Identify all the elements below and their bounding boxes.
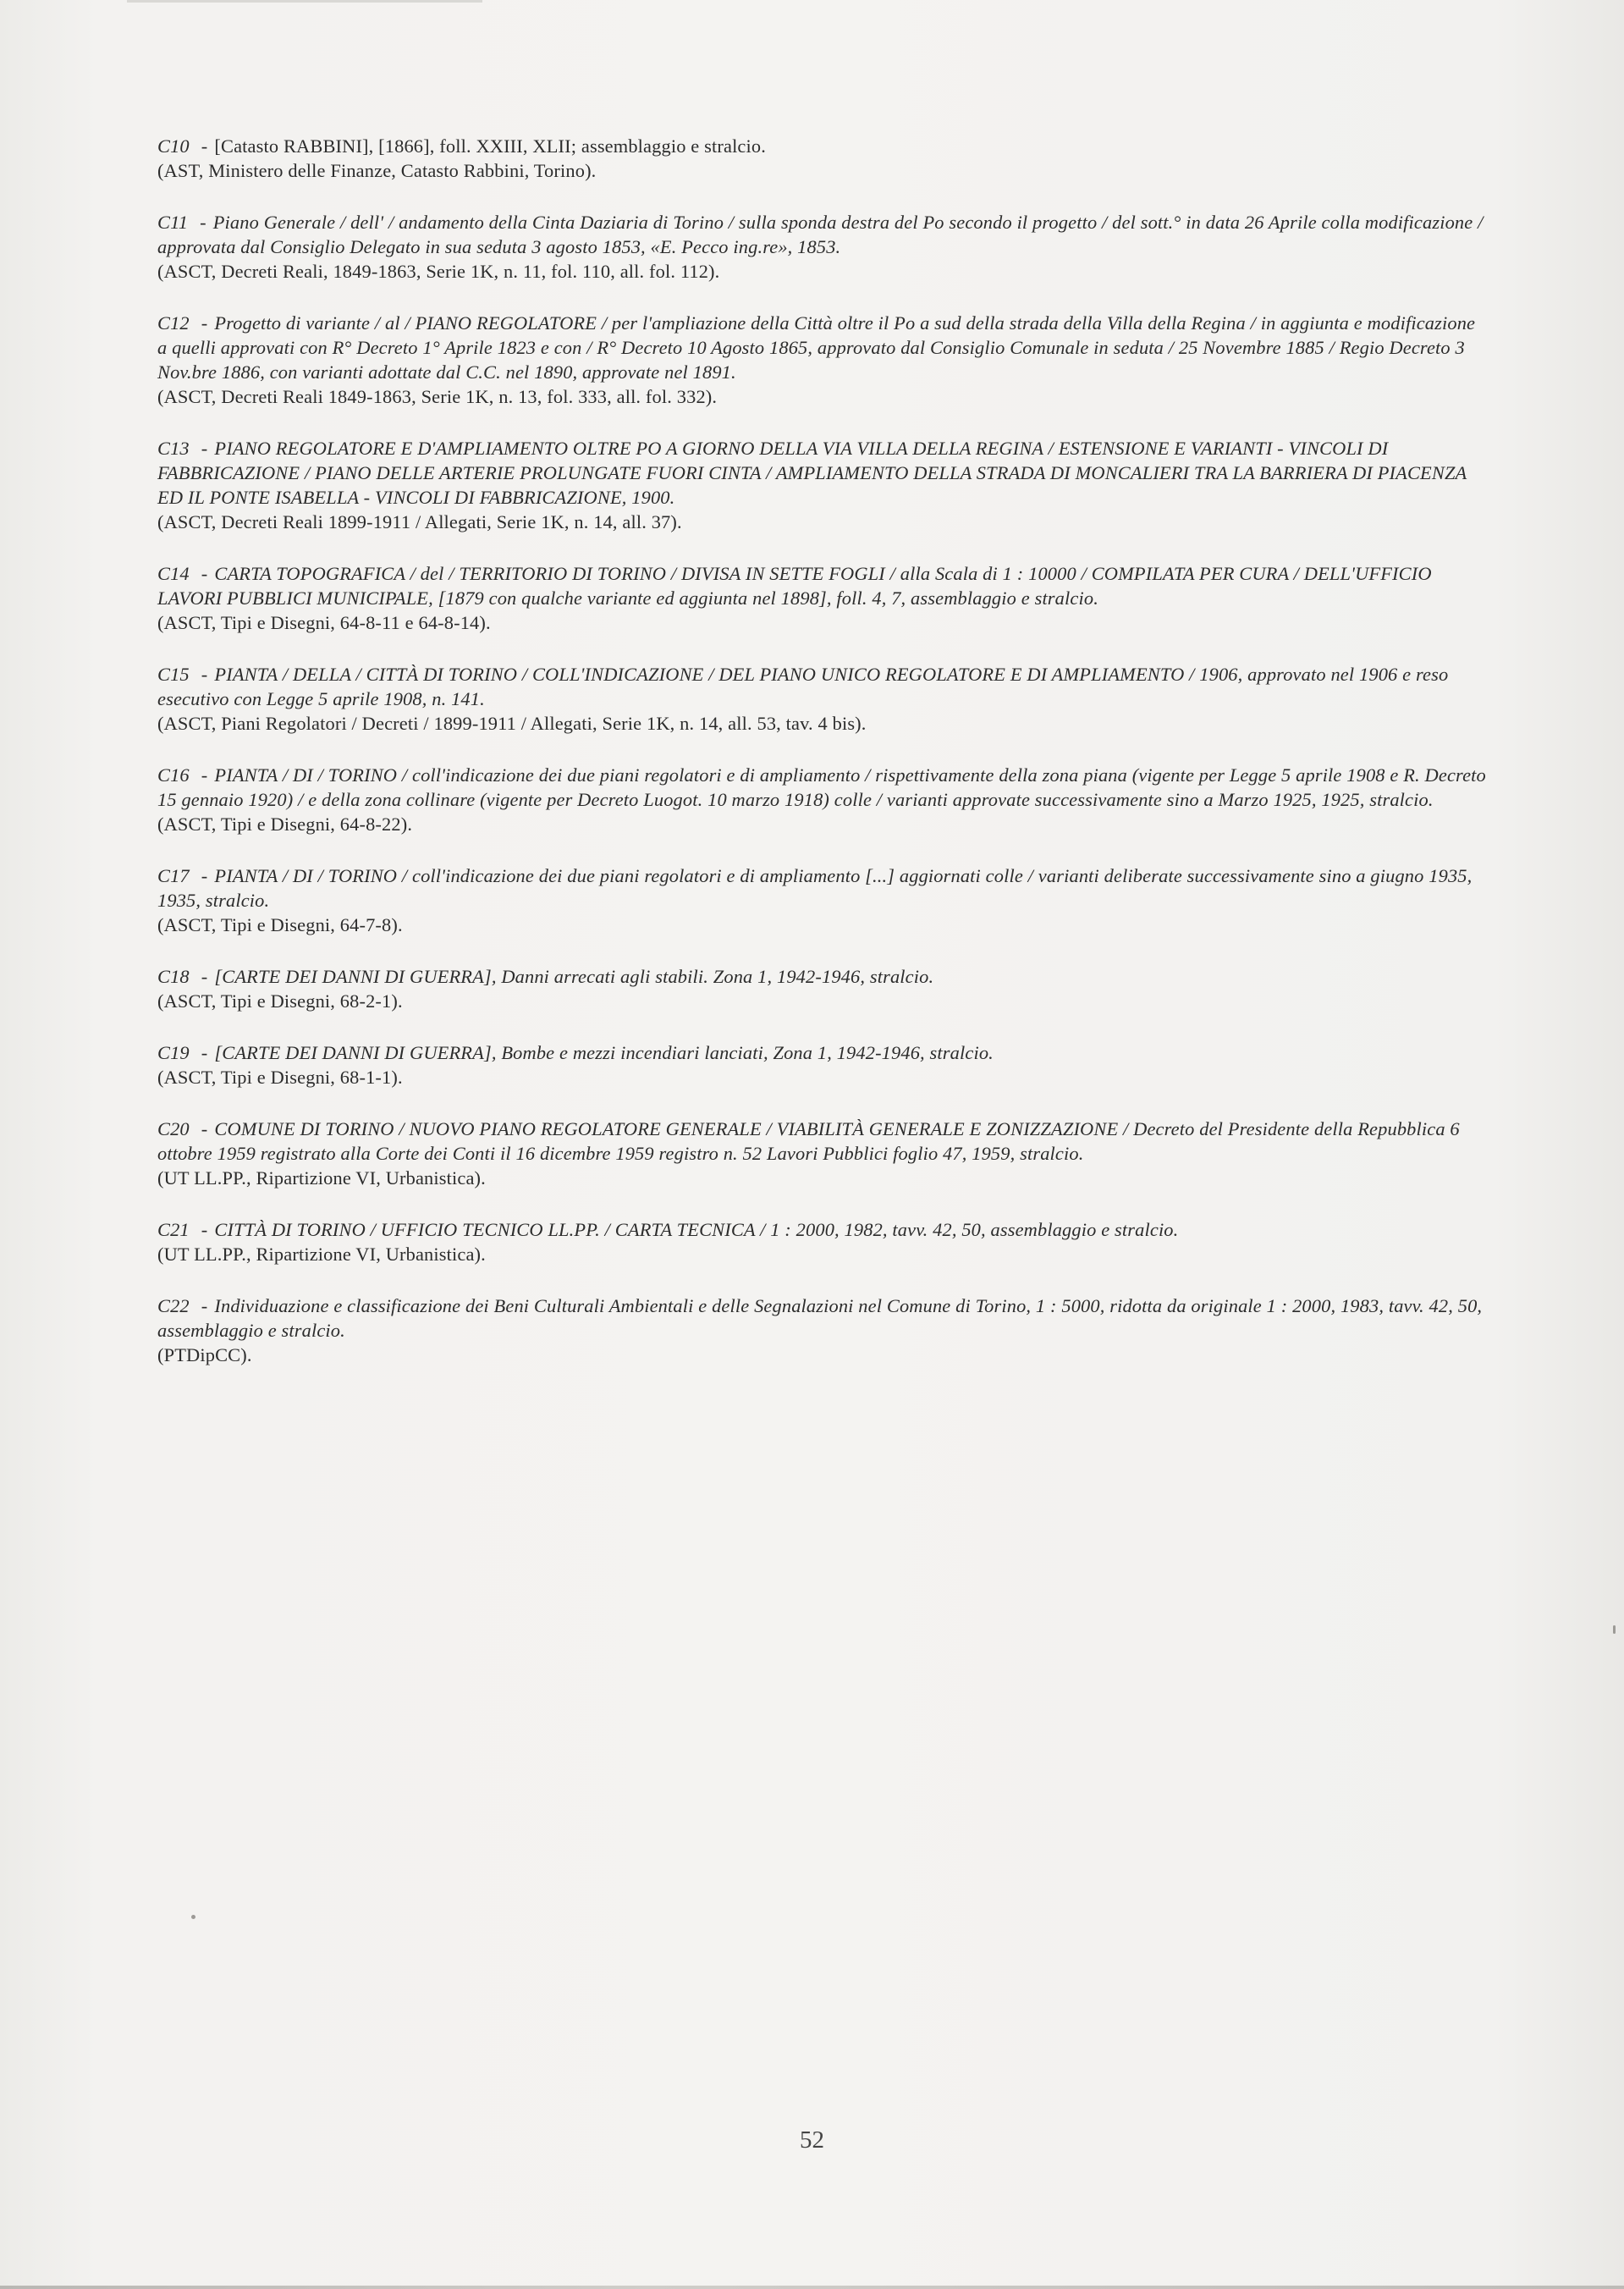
entry-title: Individuazione e classificazione dei Beni Culturali Ambientali e delle Segnalazioni nel Comune di Torino, 1 : 5000, ridotta da originale 1 : 2000, 1983, tavv. 42, 50, assemblaggio e stralcio. <box>157 1295 1483 1341</box>
entry-code: C19 <box>157 1042 190 1063</box>
entry-c22: C22 - Individuazione e classificazione dei Beni Culturali Ambientali e delle Segnalazioni nel Comune di Torino, 1 : 5000, ridotta da originale 1 : 2000, 1983, tavv. 42, 50, assemblaggio e stralcio. (PTDipCC). <box>157 1293 1486 1367</box>
entry-source: (ASCT, Tipi e Disegni, 68-1-1). <box>157 1067 403 1088</box>
entry-title: PIANO REGOLATORE E D'AMPLIAMENTO OLTRE PO A GIORNO DELLA VIA VILLA DELLA REGINA / ESTENSIONE E VARIANTI - VINCOLI DI FABBRICAZIONE / PIANO DELLE ARTERIE PROLUNGATE FUORI CINTA / AMPLIAMENTO DELLA STRADA DI MONCALIERI TRA LA BARRIERA DI PIACENZA ED IL PONTE ISABELLA - VINCOLI DI FABBRICAZIONE, 1900. <box>157 438 1467 508</box>
bibliography-list <box>157 134 1486 1394</box>
entry-source: (ASCT, Decreti Reali 1849-1863, Serie 1K, n. 13, fol. 333, all. fol. 332). <box>157 386 718 407</box>
entry-source: (ASCT, Tipi e Disegni, 64-7-8). <box>157 914 403 935</box>
entry-title: COMUNE DI TORINO / NUOVO PIANO REGOLATORE GENERALE / VIABILITÀ GENERALE E ZONIZZAZIONE / Decreto del Presidente della Repubblica 6 ottobre 1959 registrato alla Corte dei Conti il 16 dicembre 1959 registro n. 52 Lavori Pubblici foglio 47, 1959, stralcio. <box>157 1118 1460 1164</box>
entry-code: C20 <box>157 1118 190 1139</box>
entry-c12: C12 - Progetto di variante / al / PIANO REGOLATORE / per l'ampliazione della Città oltre il Po a sud della strada della Villa della Regina / in aggiunta e modificazione a quelli approvati con R° Decreto 1° Aprile 1823 e con / R° Decreto 10 Agosto 1865, approvato dal Consiglio Comunale in seduta / 25 Novembre 1885 / Regio Decreto 3 Nov.bre 1886, con varianti adottate dal C.C. nel 1890, approvate nel 1891. (ASCT, Decreti Reali 1849-1863, Serie 1K, n. 13, fol. 333, all. fol. 332). <box>157 311 1486 409</box>
entry-code: C17 <box>157 865 190 886</box>
scan-bottom-edge <box>0 2286 1624 2289</box>
entry-source: (ASCT, Decreti Reali, 1849-1863, Serie 1K, n. 11, fol. 110, all. fol. 112). <box>157 261 720 282</box>
entry-title: [CARTE DEI DANNI DI GUERRA], Bombe e mezzi incendiari lanciati, Zona 1, 1942-1946, stralcio. <box>214 1042 994 1063</box>
entry-title: [Catasto RABBINI], [1866], foll. XXIII, XLII; assemblaggio e stralcio. <box>214 135 766 157</box>
entry-code: C11 <box>157 212 189 233</box>
page-number: 52 <box>800 2126 824 2154</box>
entry-c18: C18 - [CARTE DEI DANNI DI GUERRA], Danni arrecati agli stabili. Zona 1, 1942-1946, stralcio. (ASCT, Tipi e Disegni, 68-2-1). <box>157 964 1486 1013</box>
entry-c19: C19 - [CARTE DEI DANNI DI GUERRA], Bombe e mezzi incendiari lanciati, Zona 1, 1942-1946, stralcio. (ASCT, Tipi e Disegni, 68-1-1). <box>157 1040 1486 1089</box>
entry-c13: C13 - PIANO REGOLATORE E D'AMPLIAMENTO OLTRE PO A GIORNO DELLA VIA VILLA DELLA REGINA / ESTENSIONE E VARIANTI - VINCOLI DI FABBRICAZIONE / PIANO DELLE ARTERIE PROLUNGATE FUORI CINTA / AMPLIAMENTO DELLA STRADA DI MONCALIERI TRA LA BARRIERA DI PIACENZA ED IL PONTE ISABELLA - VINCOLI DI FABBRICAZIONE, 1900. (ASCT, Decreti Reali 1899-1911 / Allegati, Serie 1K, n. 14, all. 37). <box>157 436 1486 534</box>
entry-title: PIANTA / DI / TORINO / coll'indicazione dei due piani regolatori e di ampliamento [...] aggiornati colle / varianti deliberate successivamente sino a giugno 1935, 1935, stralcio. <box>157 865 1473 911</box>
entry-title: [CARTE DEI DANNI DI GUERRA], Danni arrecati agli stabili. Zona 1, 1942-1946, stralcio. <box>214 966 934 987</box>
entry-title: PIANTA / DI / TORINO / coll'indicazione dei due piani regolatori e di ampliamento / rispettivamente della zona piana (vigente per Legge 5 aprile 1908 e R. Decreto 15 gennaio 1920) / e della zona collinare (vigente per Decreto Luogot. 10 marzo 1918) colle / varianti approvate successivamente sino a Marzo 1925, 1925, stralcio. <box>157 764 1486 810</box>
entry-code: C13 <box>157 438 190 459</box>
entry-source: (UT LL.PP., Ripartizione VI, Urbanistica). <box>157 1167 486 1189</box>
scan-speck <box>191 1915 195 1919</box>
entry-code: C16 <box>157 764 190 786</box>
entry-title: CITTÀ DI TORINO / UFFICIO TECNICO LL.PP. / CARTA TECNICA / 1 : 2000, 1982, tavv. 42, 50, assemblaggio e stralcio. <box>214 1219 1179 1240</box>
entry-title: Piano Generale / dell' / andamento della Cinta Daziaria di Torino / sulla sponda destra del Po secondo il progetto / del sott.° in data 26 Aprile colla modificazione / approvata dal Consiglio Delegato in sua seduta 3 agosto 1853, «E. Pecco ing.re», 1853. <box>157 212 1484 257</box>
entry-source: (ASCT, Tipi e Disegni, 68-2-1). <box>157 990 403 1012</box>
entry-c16: C16 - PIANTA / DI / TORINO / coll'indicazione dei due piani regolatori e di ampliamento / rispettivamente della zona piana (vigente per Legge 5 aprile 1908 e R. Decreto 15 gennaio 1920) / e della zona collinare (vigente per Decreto Luogot. 10 marzo 1918) colle / varianti approvate successivamente sino a Marzo 1925, 1925, stralcio. (ASCT, Tipi e Disegni, 64-8-22). <box>157 764 1486 835</box>
entry-c15: C15 - PIANTA / DELLA / CITTÀ DI TORINO / COLL'INDICAZIONE / DEL PIANO UNICO REGOLATORE E DI AMPLIAMENTO / 1906, approvato nel 1906 e reso esecutivo con Legge 5 aprile 1908, n. 141. (ASCT, Piani Regolatori / Decreti / 1899-1911 / Allegati, Serie 1K, n. 14, all. 53, tav. 4 bis). <box>157 662 1486 736</box>
entry-source: (AST, Ministero delle Finanze, Catasto Rabbini, Torino). <box>157 160 597 181</box>
entry-c20: C20 - COMUNE DI TORINO / NUOVO PIANO REGOLATORE GENERALE / VIABILITÀ GENERALE E ZONIZZAZIONE / Decreto del Presidente della Repubblica 6 ottobre 1959 registrato alla Corte dei Conti il 16 dicembre 1959 registro n. 52 Lavori Pubblici foglio 47, 1959, stralcio. (UT LL.PP., Ripartizione VI, Urbanistica). <box>157 1117 1486 1190</box>
entry-source: (UT LL.PP., Ripartizione VI, Urbanistica). <box>157 1244 486 1265</box>
entry-source: (ASCT, Tipi e Disegni, 64-8-22). <box>157 814 413 835</box>
entry-c14: C14 - CARTA TOPOGRAFICA / del / TERRITORIO DI TORINO / DIVISA IN SETTE FOGLI / alla Scala di 1 : 10000 / COMPILATA PER CURA / DELL'UFFICIO LAVORI PUBBLICI MUNICIPALE, [1879 con qualche variante ed aggiunta nel 1898], foll. 4, 7, assemblaggio e stralcio. (ASCT, Tipi e Disegni, 64-8-11 e 64-8-14). <box>157 561 1486 635</box>
entry-code: C12 <box>157 312 190 334</box>
entry-c10: C10 - [Catasto RABBINI], [1866], foll. XXIII, XLII; assemblaggio e stralcio. (AST, Ministero delle Finanze, Catasto Rabbini, Torino). <box>157 134 1486 183</box>
entry-code: C22 <box>157 1295 190 1316</box>
entry-source: (ASCT, Decreti Reali 1899-1911 / Allegati, Serie 1K, n. 14, all. 37). <box>157 511 682 532</box>
scan-speck <box>1613 1625 1616 1634</box>
entry-code: C15 <box>157 664 190 685</box>
entry-c17: C17 - PIANTA / DI / TORINO / coll'indicazione dei due piani regolatori e di ampliamento [...] aggiornati colle / varianti deliberate successivamente sino a giugno 1935, 1935, stralcio. (ASCT, Tipi e Disegni, 64-7-8). <box>157 863 1486 937</box>
entry-code: C18 <box>157 966 190 987</box>
entry-title: Progetto di variante / al / PIANO REGOLATORE / per l'ampliazione della Città oltre il Po a sud della strada della Villa della Regina / in aggiunta e modificazione a quelli approvati con R° Decreto 1° Aprile 1823 e con / R° Decreto 10 Agosto 1865, approvato dal Consiglio Comunale in seduta / 25 Novembre 1885 / Regio Decreto 3 Nov.bre 1886, con varianti adottate dal C.C. nel 1890, approvate nel 1891. <box>157 312 1476 383</box>
entry-code: C14 <box>157 563 190 584</box>
entry-source: (ASCT, Tipi e Disegni, 64-8-11 e 64-8-14). <box>157 612 491 633</box>
entry-source: (ASCT, Piani Regolatori / Decreti / 1899-1911 / Allegati, Serie 1K, n. 14, all. 53, tav. 4 bis). <box>157 713 867 734</box>
entry-title: CARTA TOPOGRAFICA / del / TERRITORIO DI TORINO / DIVISA IN SETTE FOGLI / alla Scala di 1 : 10000 / COMPILATA PER CURA / DELL'UFFICIO LAVORI PUBBLICI MUNICIPALE, [1879 con qualche variante ed aggiunta nel 1898], foll. 4, 7, assemblaggio e stralcio. <box>157 563 1432 609</box>
entry-title: PIANTA / DELLA / CITTÀ DI TORINO / COLL'INDICAZIONE / DEL PIANO UNICO REGOLATORE E DI AMPLIAMENTO / 1906, approvato nel 1906 e reso esecutivo con Legge 5 aprile 1908, n. 141. <box>157 664 1449 709</box>
entry-source: (PTDipCC). <box>157 1344 252 1365</box>
scan-edge-mark <box>127 0 482 3</box>
entry-c11: C11 - Piano Generale / dell' / andamento della Cinta Daziaria di Torino / sulla sponda destra del Po secondo il progetto / del sott.° in data 26 Aprile colla modificazione / approvata dal Consiglio Delegato in sua seduta 3 agosto 1853, «E. Pecco ing.re», 1853. (ASCT, Decreti Reali, 1849-1863, Serie 1K, n. 11, fol. 110, all. fol. 112). <box>157 210 1486 284</box>
entry-code: C21 <box>157 1219 190 1240</box>
entry-c21: C21 - CITTÀ DI TORINO / UFFICIO TECNICO LL.PP. / CARTA TECNICA / 1 : 2000, 1982, tavv. 42, 50, assemblaggio e stralcio. (UT LL.PP., Ripartizione VI, Urbanistica). <box>157 1217 1486 1266</box>
entry-code: C10 <box>157 135 190 157</box>
